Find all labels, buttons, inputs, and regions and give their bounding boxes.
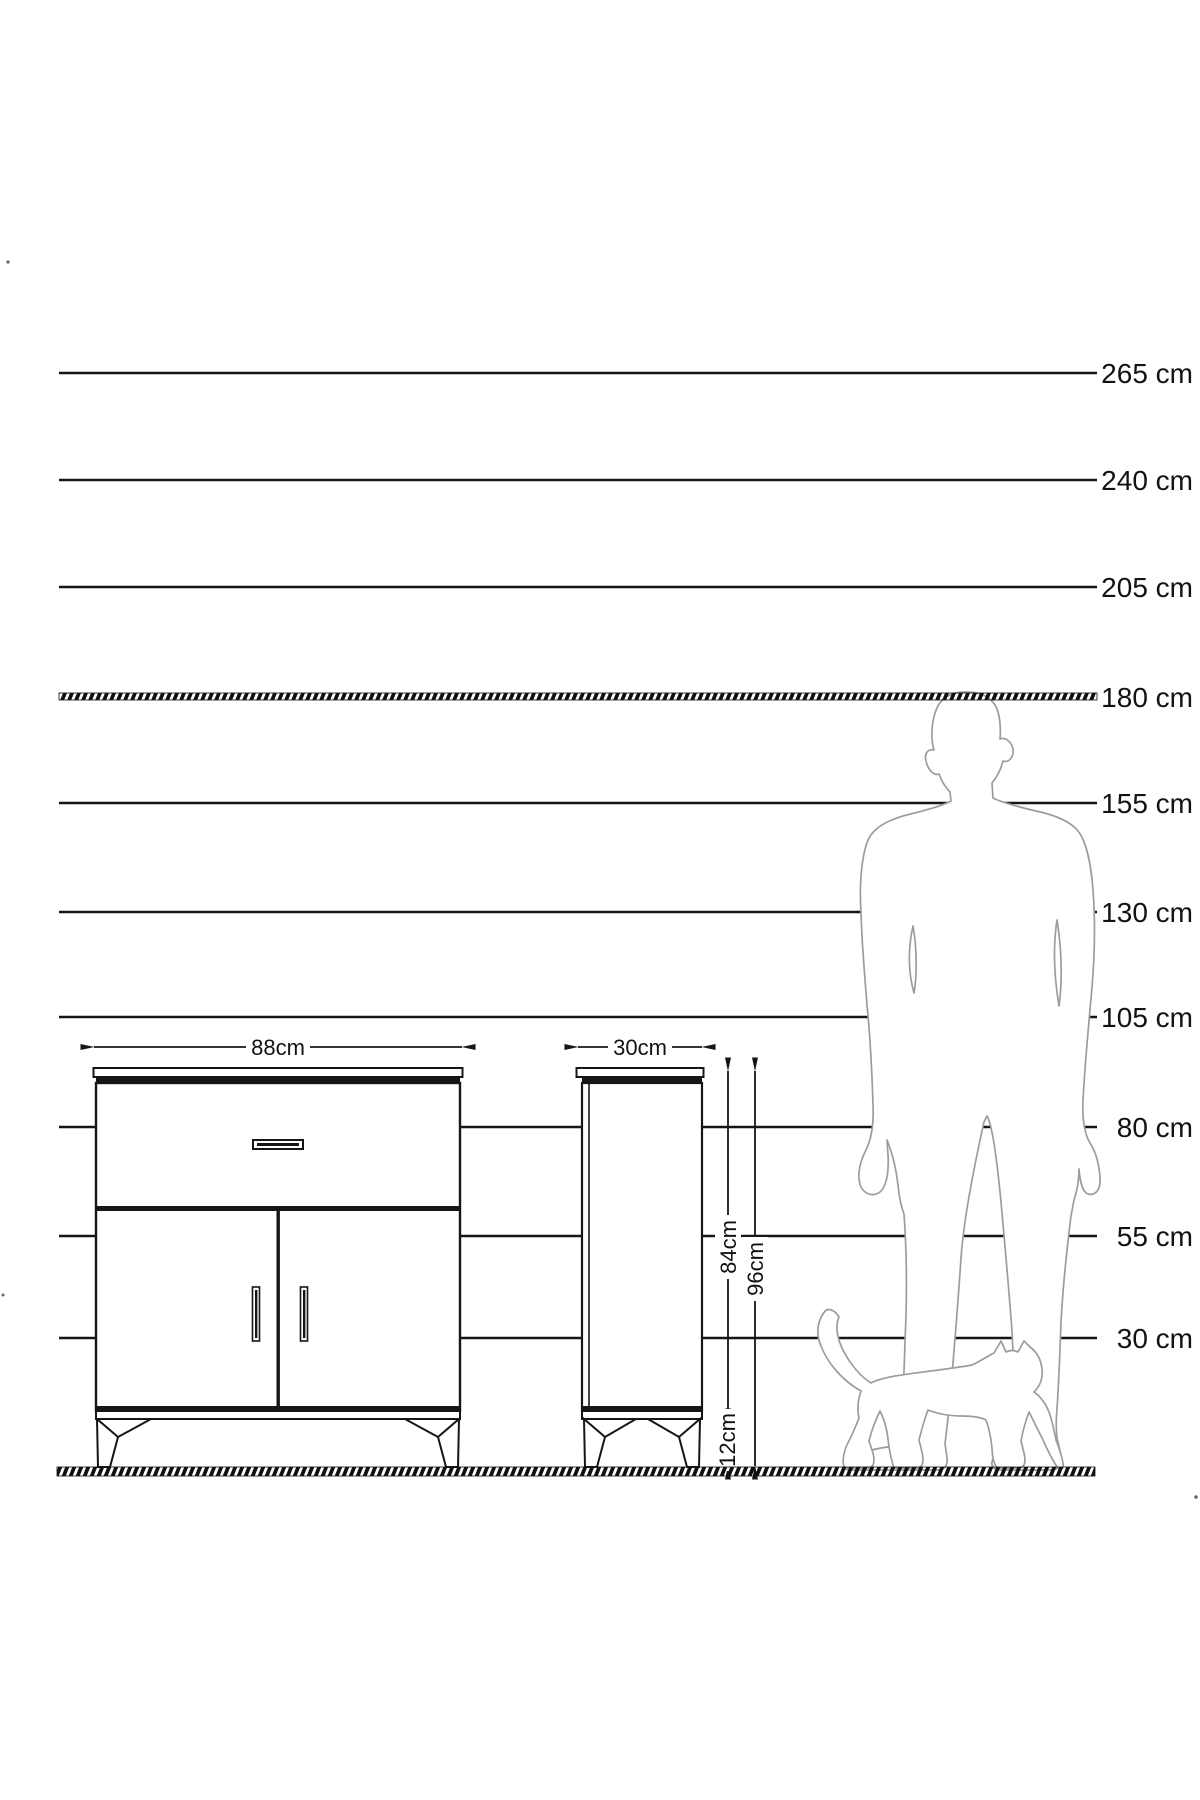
front-top-edge-bar (96, 1078, 460, 1083)
side-carcass (582, 1083, 702, 1411)
artifact-dot (1194, 1495, 1198, 1499)
side-top-edge-bar (582, 1078, 702, 1083)
left-door-handle-core (255, 1290, 257, 1338)
carcass-height-label: 84cm (716, 1220, 741, 1274)
ruler-label-240: 240 cm (1101, 465, 1193, 496)
artifact-dot (2, 1294, 5, 1297)
ruler-label-155: 155 cm (1101, 788, 1193, 819)
artifact-dot (6, 260, 9, 263)
ruler-label-265: 265 cm (1101, 358, 1193, 389)
front-width-label: 88cm (251, 1035, 305, 1060)
ruler-label-55: 55 cm (1116, 1221, 1193, 1252)
right-door-handle-core (303, 1290, 305, 1338)
front-door-divider (277, 1211, 280, 1411)
ground-line (57, 1467, 1095, 1476)
ruler-label-180: 180 cm (1101, 682, 1193, 713)
leg-height-label: 12cm (715, 1413, 740, 1467)
ruler-label-30: 30 cm (1116, 1323, 1193, 1354)
side-depth-label: 30cm (613, 1035, 667, 1060)
man-figure (844, 692, 1100, 1470)
side-top-board (577, 1068, 704, 1077)
front-right-leg (438, 1419, 459, 1467)
ruler-label-205: 205 cm (1101, 572, 1193, 603)
front-bottom-board (96, 1411, 460, 1419)
side-right-leg (679, 1419, 700, 1467)
front-drawer-bottom-bar (96, 1206, 460, 1211)
man-silhouette (844, 692, 1100, 1470)
cabinet-side-view (577, 1068, 704, 1467)
total-height-label: 96cm (743, 1242, 768, 1296)
front-right-leg-brace (405, 1419, 438, 1437)
front-left-leg (97, 1419, 118, 1467)
front-top-board (94, 1068, 463, 1077)
side-right-leg-brace (648, 1419, 679, 1437)
side-left-leg (584, 1419, 605, 1467)
front-left-leg-brace (118, 1419, 151, 1437)
ruler-label-105: 105 cm (1101, 1002, 1193, 1033)
drawer-handle-core (257, 1143, 299, 1146)
ruler-label-130: 130 cm (1101, 897, 1193, 928)
ruler-label-80: 80 cm (1116, 1112, 1193, 1143)
cabinet-front-view (94, 1068, 463, 1467)
height-ruler-labels (1101, 358, 1193, 1354)
side-left-leg-brace (605, 1419, 636, 1437)
ruler-line-180-hatched (59, 693, 1097, 700)
side-bottom-board (582, 1411, 702, 1419)
